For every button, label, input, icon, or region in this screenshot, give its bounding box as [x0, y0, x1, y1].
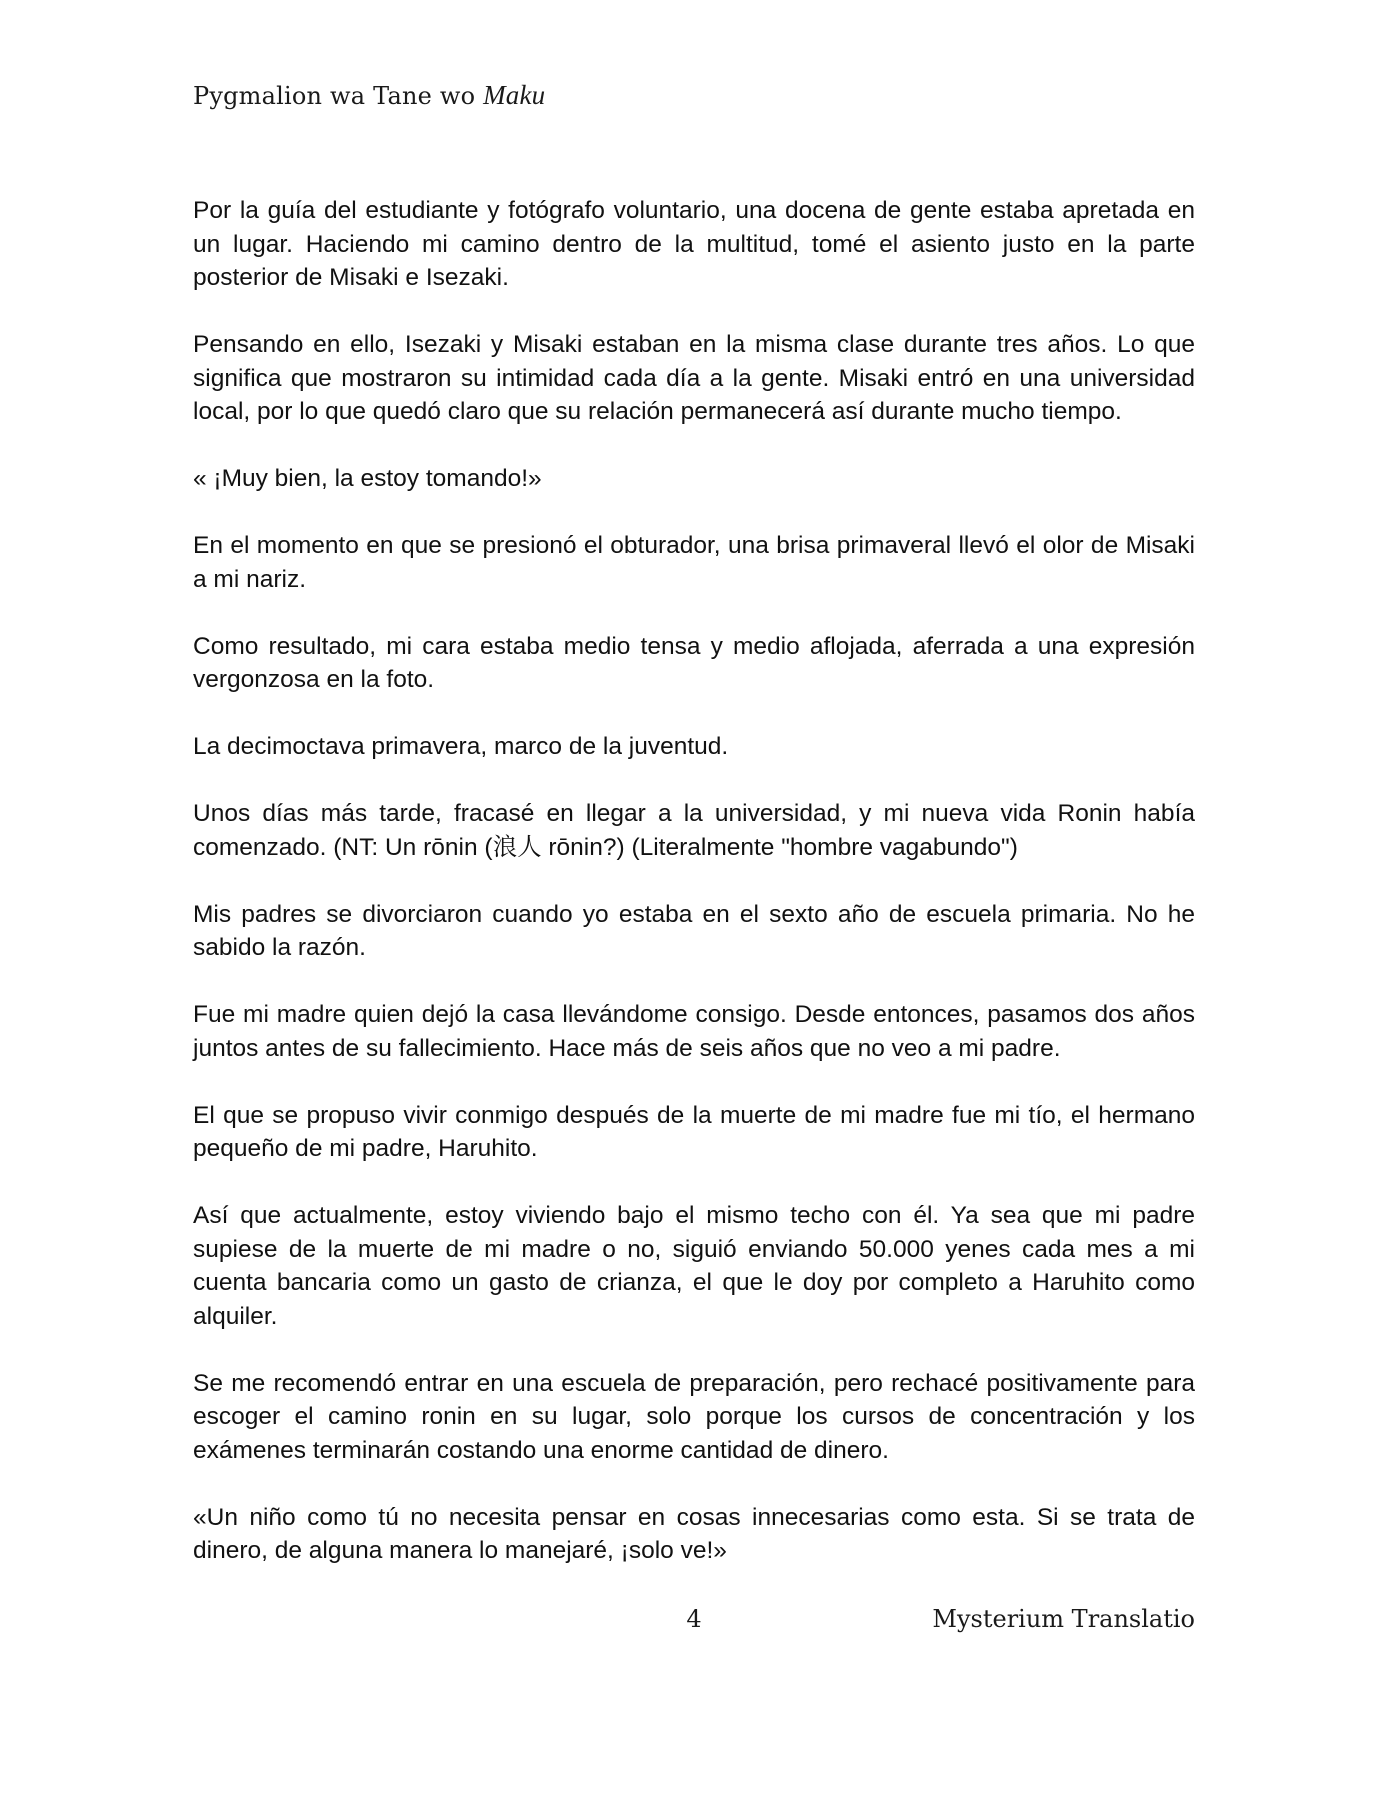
paragraph: Mis padres se divorciaron cuando yo estaba en el sexto año de escuela primaria. No he sabido la razón.: [193, 900, 1195, 961]
paragraph: Se me recomendó entrar en una escuela de preparación, pero rechacé positivamente para escoger el camino ronin en su lugar, solo porque los cursos de concentración y los exámenes terminarán costando una enorme cantidad de dinero.: [193, 1369, 1195, 1464]
paragraph: El que se propuso vivir conmigo después de la muerte de mi madre fue mi tío, el hermano pequeño de mi padre, Haruhito.: [193, 1101, 1195, 1162]
paragraph: Unos días más tarde, fracasé en llegar a la universidad, y mi nueva vida Ronin había comenzado. (NT: Un rōnin (浪人 rōnin?) (Literalmente "hombre vagabundo"): [193, 800, 1195, 861]
header-title-italic: Maku: [483, 80, 546, 110]
paragraph: La decimoctava primavera, marco de la juventud.: [193, 733, 729, 760]
paragraph: «Un niño como tú no necesita pensar en cosas innecesarias como esta. Si se trata de dinero, de alguna manera lo manejaré, ¡solo ve!»: [193, 1503, 1195, 1564]
page-footer: [193, 1605, 1195, 1641]
body-text: [193, 194, 1195, 1568]
header-title-main: Pygmalion wa Tane wo: [193, 82, 484, 110]
page-number: 4: [686, 1605, 702, 1633]
paragraph: Como resultado, mi cara estaba medio tensa y medio aflojada, aferrada a una expresión vergonzosa en la foto.: [193, 632, 1195, 693]
paragraph: Pensando en ello, Isezaki y Misaki estaban en la misma clase durante tres años. Lo que significa que mostraron su intimidad cada día a la gente. Misaki entró en una universidad local, por lo que quedó claro que su relación permanecerá así durante mucho tiempo.: [193, 331, 1195, 425]
paragraph: En el momento en que se presionó el obturador, una brisa primaveral llevó el olor de Misaki a mi nariz.: [193, 532, 1195, 593]
running-header: [193, 80, 545, 111]
paragraph: Así que actualmente, estoy viviendo bajo el mismo techo con él. Ya sea que mi padre supiese de la muerte de mi madre o no, siguió enviando 50.000 yenes cada mes a mi cuenta bancaria como un gasto de crianza, el que le doy por completo a Haruhito como alquiler.: [193, 1202, 1195, 1330]
paragraph: Por la guía del estudiante y fotógrafo voluntario, una docena de gente estaba apretada en un lugar. Haciendo mi camino dentro de la multitud, tomé el asiento justo en la parte posterior de Misaki e Isezaki.: [193, 197, 1195, 291]
paragraph: Fue mi madre quien dejó la casa llevándome consigo. Desde entonces, pasamos dos años juntos antes de su fallecimiento. Hace más de seis años que no veo a mi padre.: [193, 1001, 1195, 1062]
paragraph: « ¡Muy bien, la estoy tomando!»: [193, 465, 542, 492]
translator-credit: Mysterium Translatio: [932, 1605, 1195, 1633]
